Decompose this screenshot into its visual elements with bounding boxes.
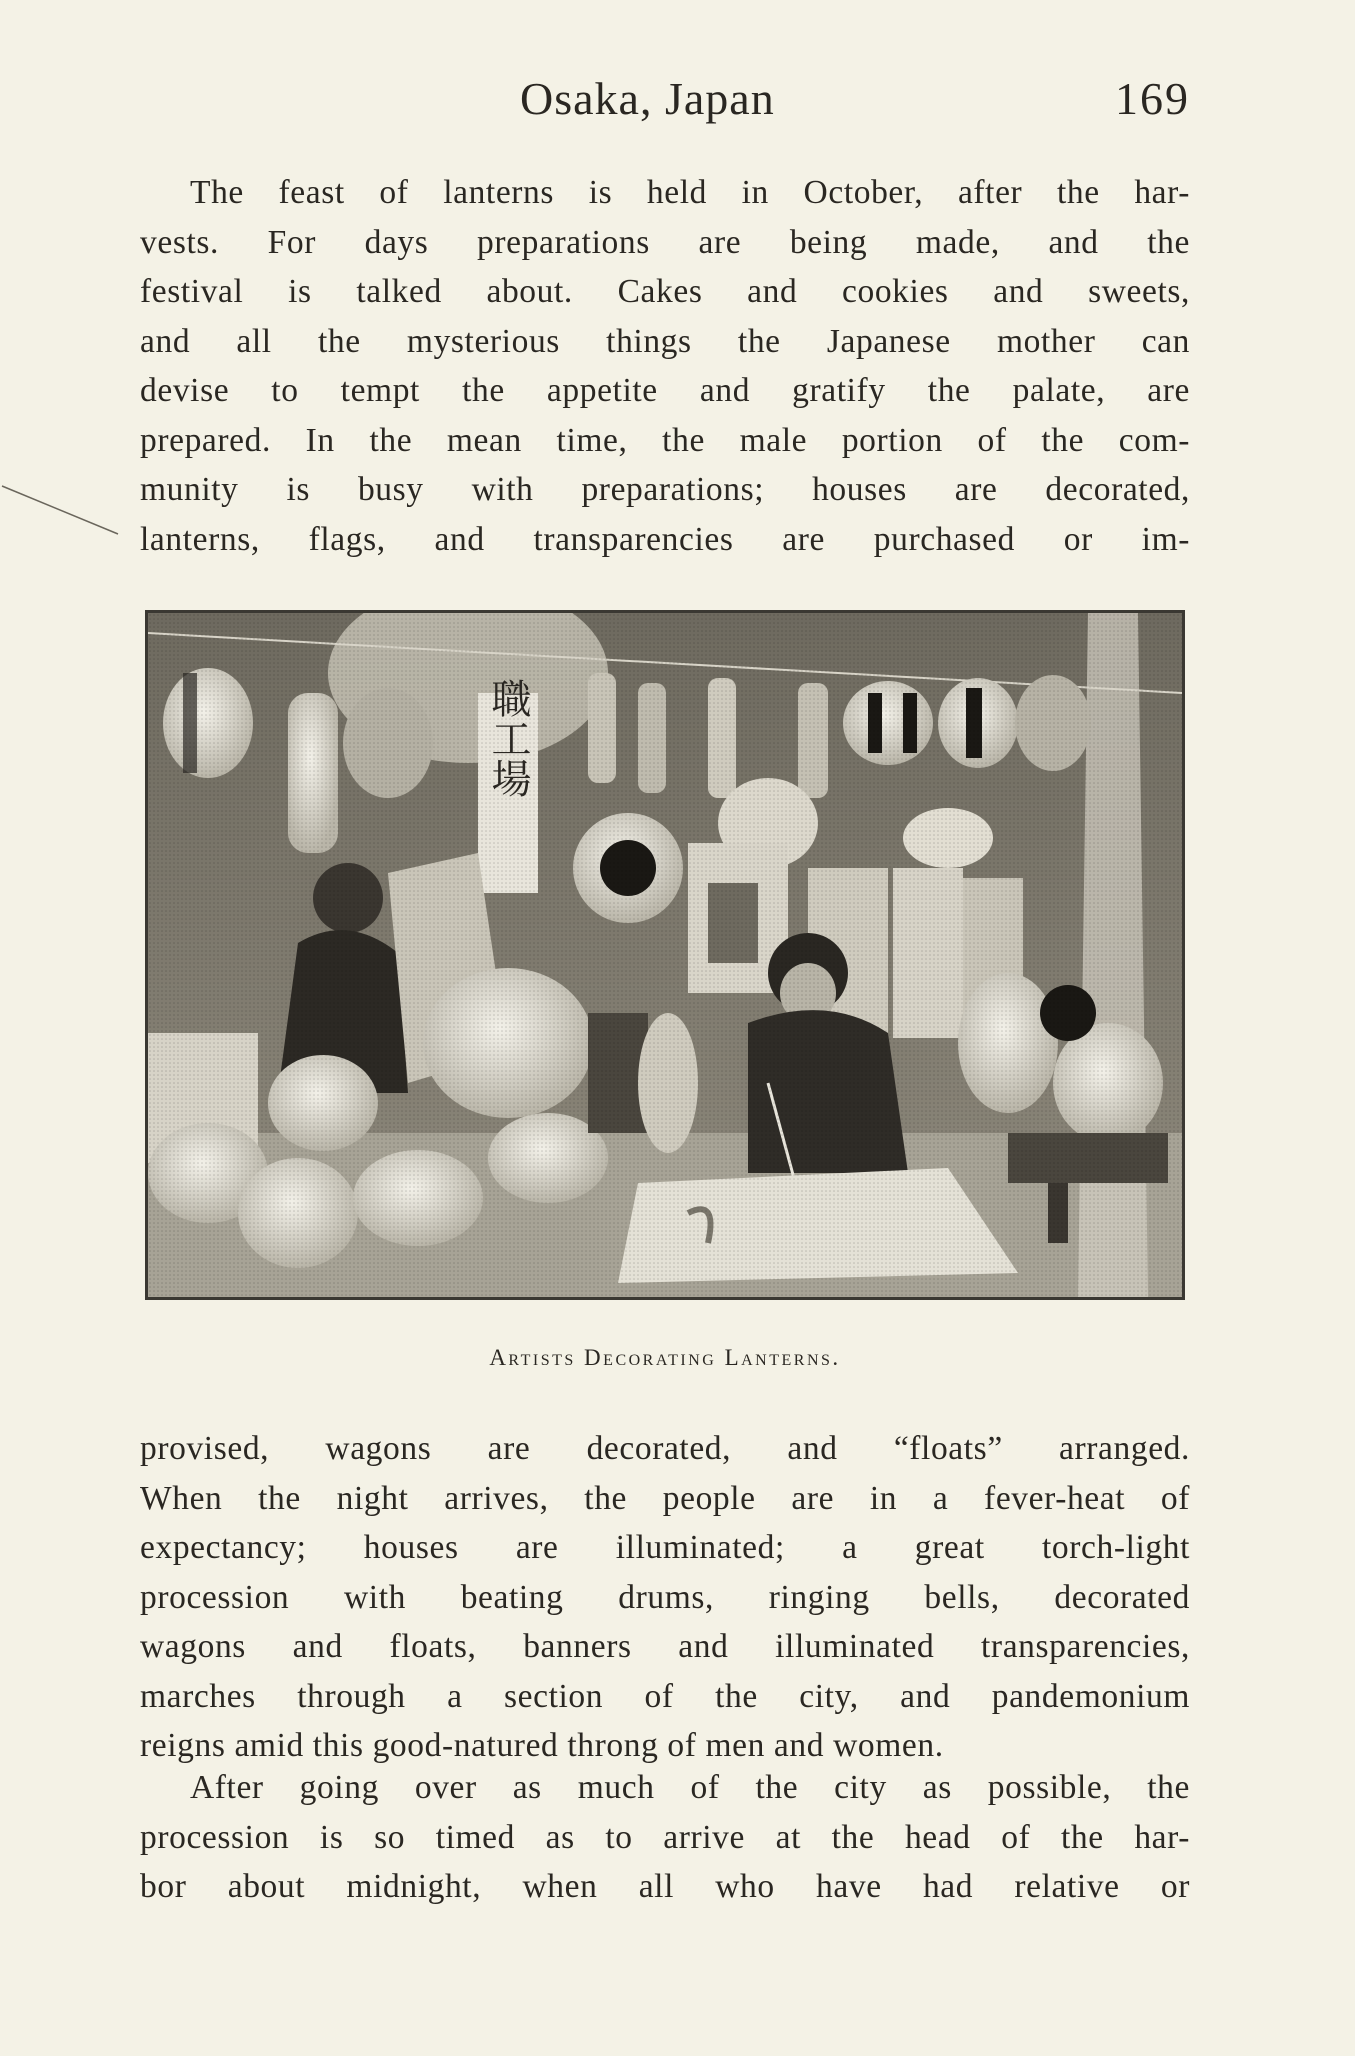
text-line: wagons and floats, banners and illuminated transparencies, — [140, 1628, 1190, 1665]
text-line: vests. For days preparations are being made, and the — [140, 223, 1190, 261]
text-line: expectancy; houses are illuminated; a great torch-light — [140, 1529, 1190, 1566]
text-line: festival is talked about. Cakes and cookies and sweets, — [140, 273, 1190, 310]
page-number: 169 — [1115, 73, 1190, 124]
paragraph-1 — [140, 168, 1190, 564]
paragraph-2 — [140, 1424, 1190, 1771]
text-line: devise to tempt the appetite and gratify the palate, are — [140, 372, 1190, 409]
photograph-artists-decorating-lanterns — [145, 610, 1185, 1300]
figure-caption: Artists Decorating Lanterns. — [489, 1345, 841, 1370]
running-title: Osaka, Japan — [520, 73, 775, 124]
text-line: prepared. In the mean time, the male portion of the com- — [140, 421, 1190, 459]
text-line: The feast of lanterns is held in October, after the har- — [190, 174, 1190, 211]
stray-pencil-mark — [0, 478, 130, 538]
text-line: procession with beating drums, ringing bells, decorated — [140, 1578, 1190, 1616]
text-line: procession is so timed as to arrive at the head of the har- — [140, 1818, 1190, 1856]
text-line: munity is busy with preparations; houses are decorated, — [140, 471, 1190, 508]
text-line: When the night arrives, the people are in a fever-heat of — [140, 1479, 1190, 1517]
text-line: and all the mysterious things the Japanese mother can — [140, 322, 1190, 360]
text-line: After going over as much of the city as possible, the — [190, 1769, 1190, 1806]
text-line: lanterns, flags, and transparencies are purchased or im- — [140, 520, 1190, 558]
page-header — [140, 72, 1190, 132]
halftone-photograph — [148, 613, 1182, 1297]
text-line: reigns amid this good-natured throng of men and women. — [140, 1727, 944, 1764]
text-line: provised, wagons are decorated, and “floats” arranged. — [140, 1430, 1190, 1467]
text-line: marches through a section of the city, and pandemonium — [140, 1677, 1190, 1715]
paragraph-3 — [140, 1763, 1190, 1912]
text-line: bor about midnight, when all who have had relative or — [140, 1868, 1190, 1905]
